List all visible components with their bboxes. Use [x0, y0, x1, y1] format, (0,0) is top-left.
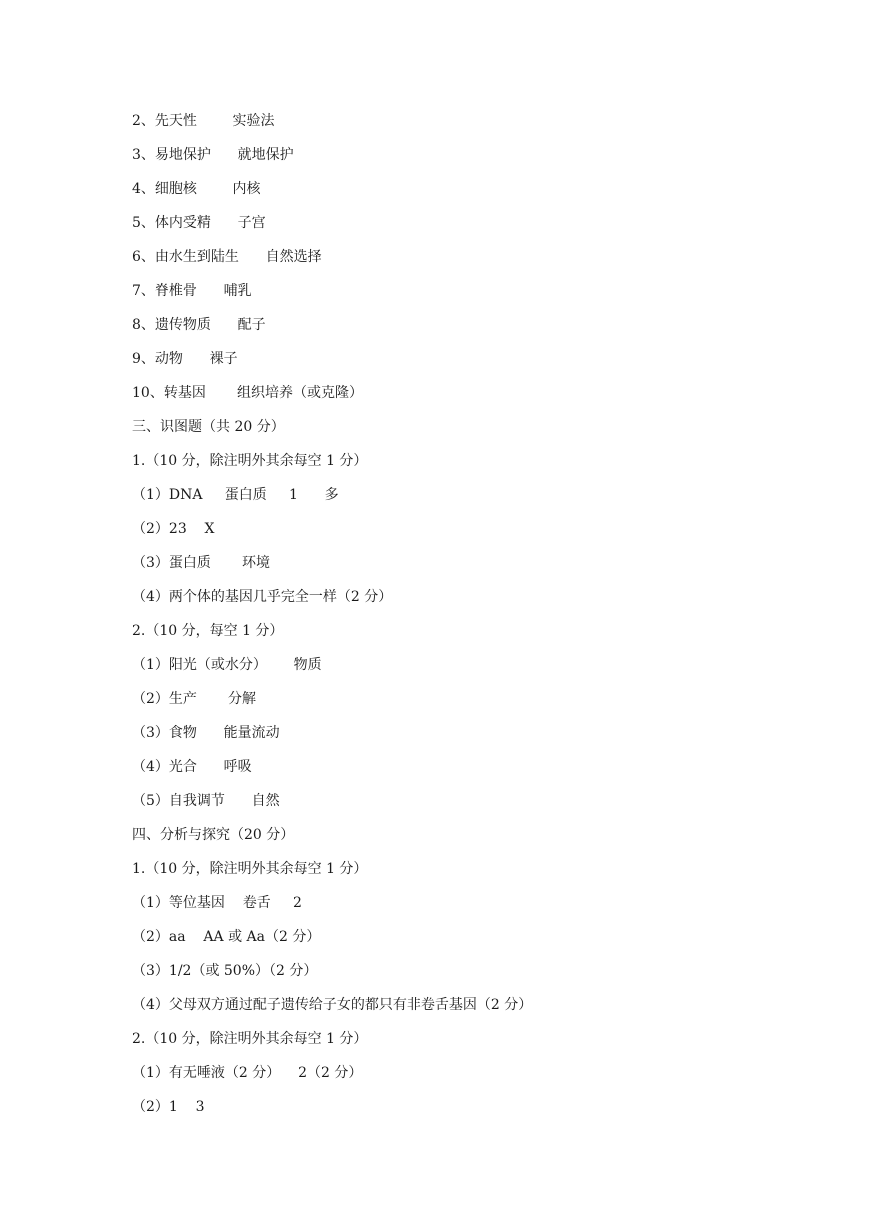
question-heading: 1.（10 分，除注明外其余每空 1 分） [132, 861, 368, 877]
answer-line: （1）DNA 蛋白质 1 多 [132, 487, 339, 503]
answer-line: 7、脊椎骨 哺乳 [132, 283, 252, 299]
question-heading: 2.（10 分，每空 1 分） [132, 623, 284, 639]
section-heading: 三、识图题（共 20 分） [132, 419, 285, 435]
answer-line: （2）aa AA 或 Aa（2 分） [132, 929, 321, 945]
answer-line: （2）1 3 [132, 1099, 205, 1115]
answer-line: 10、转基因 组织培养（或克隆） [132, 385, 363, 401]
answer-key-text [132, 111, 812, 1131]
answer-line: 6、由水生到陆生 自然选择 [132, 249, 322, 265]
answer-line: （3）蛋白质 环境 [132, 555, 271, 571]
answer-line: 5、体内受精 子宫 [132, 215, 266, 231]
answer-line: 8、遗传物质 配子 [132, 317, 266, 333]
answer-line: （4）光合 呼吸 [132, 759, 252, 775]
answer-line: （1）等位基因 卷舌 2 [132, 895, 302, 911]
answer-line: （5）自我调节 自然 [132, 793, 280, 809]
answer-line: （1）有无唾液（2 分） 2（2 分） [132, 1065, 363, 1081]
section-heading: 四、分析与探究（20 分） [132, 827, 295, 843]
answer-line: （4）两个体的基因几乎完全一样（2 分） [132, 589, 393, 605]
answer-line: （1）阳光（或水分） 物质 [132, 657, 322, 673]
answer-line: 2、先天性 实验法 [132, 113, 275, 129]
question-heading: 1.（10 分，除注明外其余每空 1 分） [132, 453, 368, 469]
answer-line: （3）食物 能量流动 [132, 725, 280, 741]
question-heading: 2.（10 分，除注明外其余每空 1 分） [132, 1031, 368, 1047]
answer-line: （3）1/2（或 50%）（2 分） [132, 963, 318, 979]
answer-line: 4、细胞核 内核 [132, 181, 261, 197]
answer-line: （2）23 X [132, 521, 215, 537]
answer-line: 3、易地保护 就地保护 [132, 147, 294, 163]
answer-line: （2）生产 分解 [132, 691, 257, 707]
answer-line: （4）父母双方通过配子遗传给子女的都只有非卷舌基因（2 分） [132, 997, 533, 1013]
answer-line: 9、动物 裸子 [132, 351, 238, 367]
